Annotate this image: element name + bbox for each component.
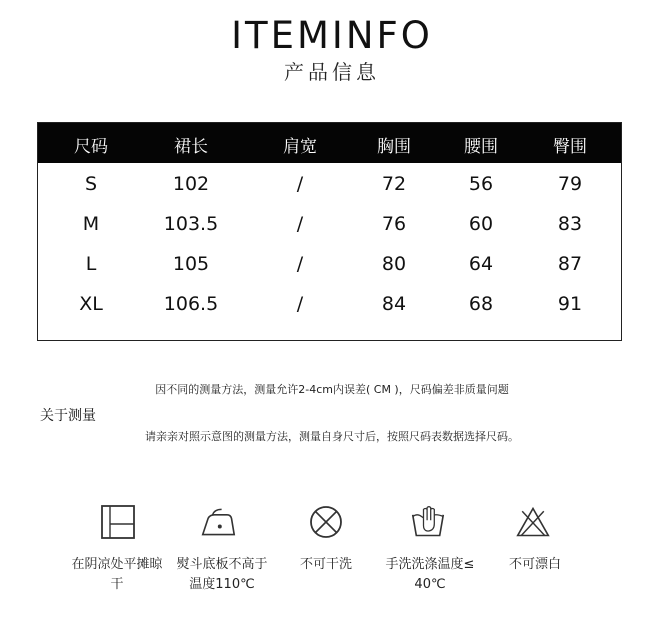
hand-wash-icon xyxy=(410,504,446,540)
header-hip: 臀围 xyxy=(553,137,587,157)
cell-shoulder: / xyxy=(296,213,304,235)
care-label-line: 熨斗底板不高于 xyxy=(176,557,268,572)
care-label-line: 手洗洗涤温度≤ xyxy=(385,557,475,572)
cell-waist: 56 xyxy=(468,173,494,195)
flat-dry-shade-icon xyxy=(100,504,136,540)
cell-shoulder: / xyxy=(296,293,304,315)
no-dry-clean-icon xyxy=(308,504,344,540)
cell-hip: 91 xyxy=(557,293,583,315)
care-label-line: 40℃ xyxy=(414,577,446,592)
header-shoulder: 肩宽 xyxy=(283,137,317,157)
care-label-iron xyxy=(163,555,281,595)
care-label-line: 温度110℃ xyxy=(189,577,255,592)
care-label-hand-wash xyxy=(371,555,489,595)
measurement-tolerance-note: 因不同的测量方法，测量允许2-4cm内误差( CM )，尺码偏差非质量问题 xyxy=(155,383,509,396)
header-size: 尺码 xyxy=(74,137,108,157)
about-measurement-heading: 关于测量 xyxy=(40,408,96,424)
header-waist: 腰围 xyxy=(464,137,498,157)
cell-waist: 68 xyxy=(468,293,494,315)
cell-size: M xyxy=(82,213,100,235)
cell-hip: 79 xyxy=(557,173,583,195)
care-label-line: 在阴凉处平摊晾 xyxy=(71,557,163,572)
iron-low-icon xyxy=(200,504,236,540)
cell-waist: 60 xyxy=(468,213,494,235)
measurement-instruction: 请亲亲对照示意图的测量方法，测量自身尺寸后，按照尺码表数据选择尺码。 xyxy=(145,430,519,443)
care-label-line: 干 xyxy=(110,577,124,592)
care-label-no-bleach xyxy=(476,555,594,575)
cell-bust: 76 xyxy=(381,213,407,235)
cell-length: 105 xyxy=(172,253,210,275)
header-bust: 胸围 xyxy=(377,137,411,157)
cell-bust: 72 xyxy=(381,173,407,195)
cell-hip: 83 xyxy=(557,213,583,235)
cell-shoulder: / xyxy=(296,173,304,195)
care-label-flat-dry xyxy=(58,555,176,595)
cell-length: 103.5 xyxy=(163,213,219,235)
care-label-line: 不可漂白 xyxy=(508,557,561,572)
care-label-no-dry-clean xyxy=(267,555,385,575)
cell-size: L xyxy=(85,253,97,275)
care-label-line: 不可干洗 xyxy=(299,557,352,572)
cell-length: 106.5 xyxy=(163,293,219,315)
cell-size: XL xyxy=(79,293,103,315)
cell-shoulder: / xyxy=(296,253,304,275)
cell-bust: 80 xyxy=(381,253,407,275)
cell-waist: 64 xyxy=(468,253,494,275)
no-bleach-icon xyxy=(515,504,551,540)
size-table-header xyxy=(38,123,621,163)
page-subtitle: 产品信息 xyxy=(284,60,380,84)
page-title: ITEMINFO xyxy=(231,14,433,57)
size-table xyxy=(37,122,622,341)
cell-length: 102 xyxy=(172,173,210,195)
header-length: 裙长 xyxy=(174,137,208,157)
cell-hip: 87 xyxy=(557,253,583,275)
cell-bust: 84 xyxy=(381,293,407,315)
cell-size: S xyxy=(84,173,98,195)
